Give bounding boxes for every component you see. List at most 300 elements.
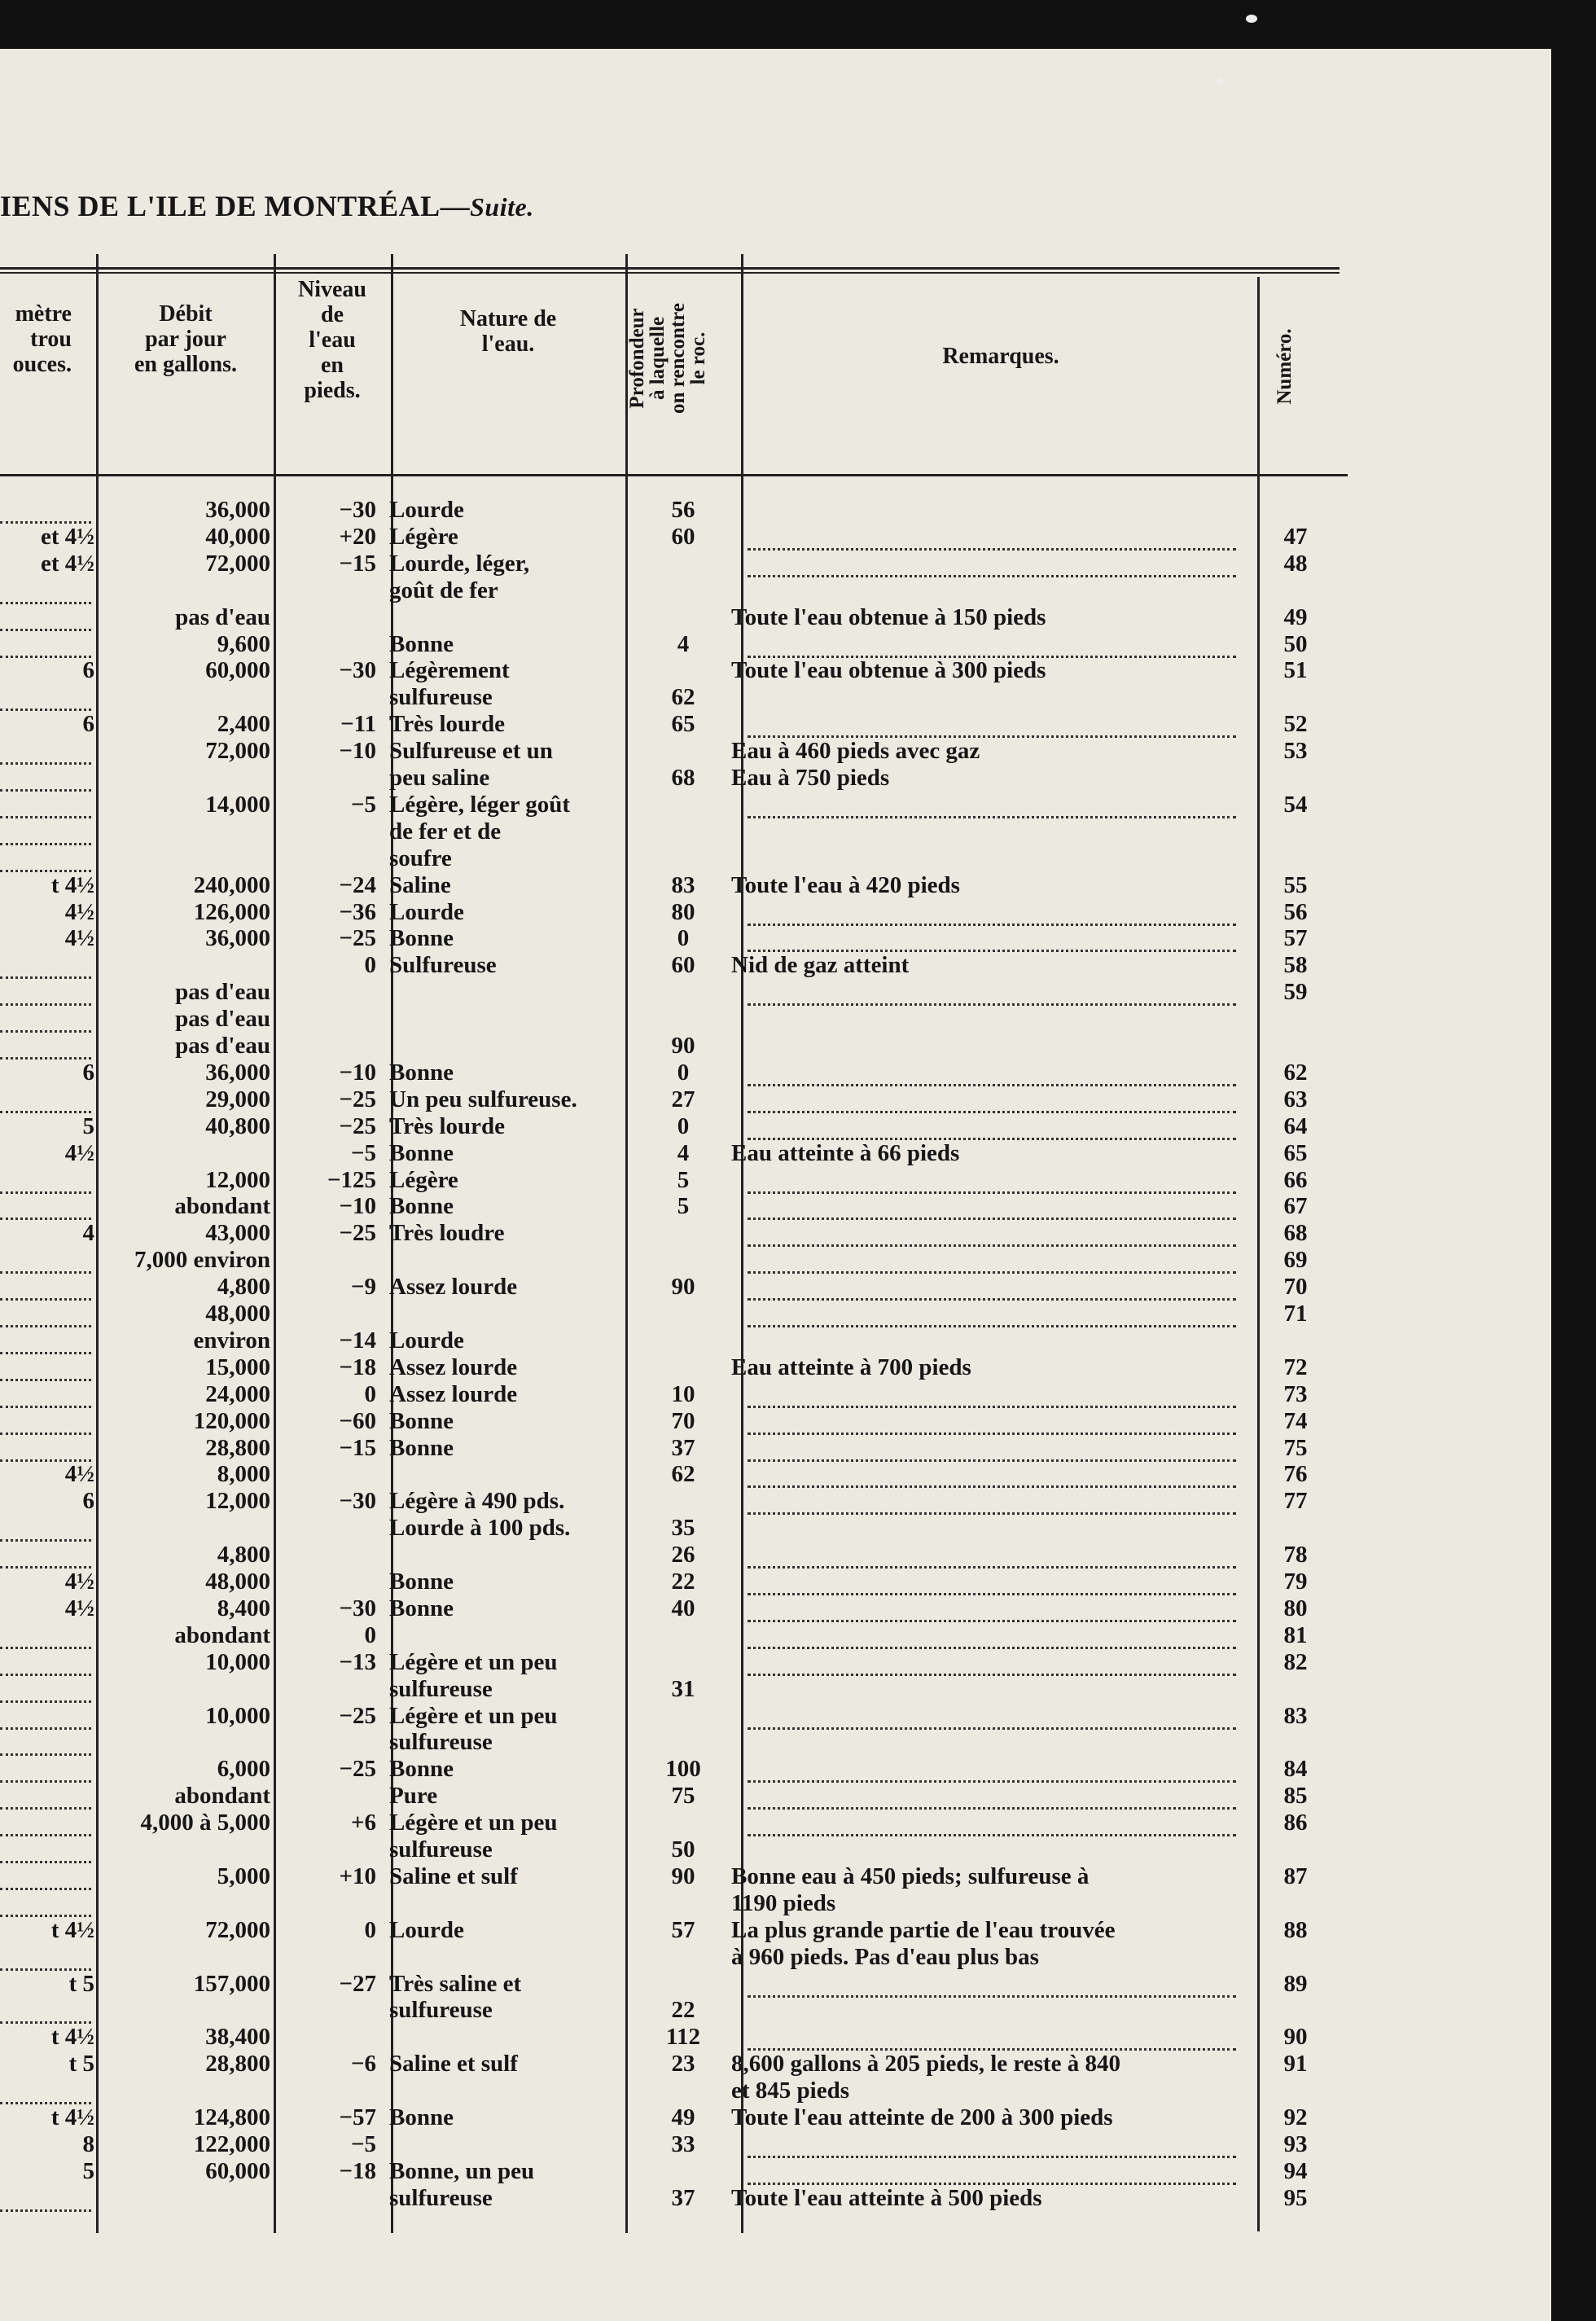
dot-leader xyxy=(0,2209,91,2212)
cell-diametre: t 4½ xyxy=(50,2024,94,2051)
cell-numero: 81 xyxy=(1283,1621,1308,1648)
cell-numero: 86 xyxy=(1283,1810,1308,1836)
cell-niveau: −125 xyxy=(327,1166,376,1193)
cell-debit: 157,000 xyxy=(193,1970,270,1997)
cell-debit: 36,000 xyxy=(205,925,270,952)
cell-nature: de fer et de xyxy=(389,818,502,845)
cell-debit: 36,000 xyxy=(205,1059,270,1086)
cell-nature: Légère xyxy=(389,523,458,550)
cell-nature: Très loudre xyxy=(389,1220,505,1247)
dot-leader xyxy=(0,1379,91,1381)
cell-nature: Bonne, un peu xyxy=(389,2157,535,2184)
cell-nature: sulfureuse xyxy=(389,1729,493,1756)
cell-profondeur: 50 xyxy=(671,1836,695,1863)
cell-nature: Légère xyxy=(389,1166,458,1193)
cell-niveau: −30 xyxy=(339,657,376,684)
dot-leader xyxy=(748,816,1236,818)
cell-niveau: −25 xyxy=(339,1112,376,1139)
cell-numero: 62 xyxy=(1283,1059,1308,1086)
cell-nature: sulfureuse xyxy=(389,1675,493,1702)
cell-numero: 58 xyxy=(1283,952,1308,979)
cell-diametre: 4½ xyxy=(64,1461,94,1488)
cell-profondeur: 65 xyxy=(671,711,695,738)
cell-niveau: 0 xyxy=(364,952,376,979)
cell-diametre: t 4½ xyxy=(50,871,94,898)
cell-profondeur: 0 xyxy=(677,1112,690,1139)
cell-niveau: −60 xyxy=(339,1407,376,1434)
cell-nature: Légère et un peu xyxy=(389,1648,558,1675)
cell-nature: Légère à 490 pds. xyxy=(389,1488,565,1515)
cell-niveau: −6 xyxy=(350,2051,376,2077)
cell-numero: 54 xyxy=(1283,791,1308,818)
cell-numero: 93 xyxy=(1283,2130,1308,2157)
cell-nature: sulfureuse xyxy=(389,2184,493,2211)
cell-nature: peu saline xyxy=(389,765,490,791)
cell-niveau: −14 xyxy=(339,1327,376,1354)
cell-debit: 240,000 xyxy=(193,871,270,898)
dot-leader xyxy=(748,1674,1236,1676)
cell-niveau: −25 xyxy=(339,1702,376,1729)
dot-leader xyxy=(748,1485,1236,1488)
dot-leader xyxy=(0,1861,91,1863)
dot-leader xyxy=(0,762,91,765)
cell-debit: 48,000 xyxy=(205,1569,270,1595)
cell-profondeur: 62 xyxy=(671,684,695,711)
dot-leader xyxy=(0,1352,91,1354)
cell-remarques: Toute l'eau à 420 pieds xyxy=(731,871,960,898)
dot-leader xyxy=(0,1807,91,1810)
cell-debit: 60,000 xyxy=(205,657,270,684)
cell-nature: soufre xyxy=(389,845,452,871)
cell-debit: 6,000 xyxy=(217,1756,270,1783)
cell-niveau: −25 xyxy=(339,1086,376,1112)
cell-profondeur: 100 xyxy=(665,1756,701,1783)
cell-numero: 49 xyxy=(1283,603,1308,630)
cell-debit: 12,000 xyxy=(205,1166,270,1193)
dot-leader xyxy=(748,1298,1236,1301)
dot-leader xyxy=(748,1111,1236,1113)
cell-nature: Légère et un peu xyxy=(389,1810,558,1836)
header-niveau: Niveau de l'eau en pieds. xyxy=(298,277,366,403)
cell-niveau: −10 xyxy=(339,738,376,765)
dot-leader xyxy=(748,1433,1236,1435)
header-diametre: mètre trou ouces. xyxy=(12,301,72,377)
cell-debit: 28,800 xyxy=(205,1434,270,1461)
dot-leader xyxy=(0,1727,91,1730)
dot-leader xyxy=(748,1995,1236,1998)
dot-leader xyxy=(0,789,91,792)
dot-leader xyxy=(748,2156,1236,2158)
cell-numero: 79 xyxy=(1283,1569,1308,1595)
header-remarques: Remarques. xyxy=(942,344,1059,369)
cell-numero: 65 xyxy=(1283,1139,1308,1166)
header-profondeur: Profondeur à laquelle on rencontre le roc. xyxy=(626,303,709,414)
cell-numero: 50 xyxy=(1283,630,1308,657)
cell-numero: 69 xyxy=(1283,1247,1308,1274)
cell-profondeur: 60 xyxy=(671,952,695,979)
dot-leader xyxy=(748,1003,1236,1006)
cell-numero: 71 xyxy=(1283,1301,1308,1327)
cell-numero: 94 xyxy=(1283,2157,1308,2184)
cell-debit: 40,800 xyxy=(205,1112,270,1139)
cell-profondeur: 90 xyxy=(671,1033,695,1059)
dot-leader xyxy=(0,1700,91,1703)
cell-diametre: 5 xyxy=(82,1112,94,1139)
cell-profondeur: 33 xyxy=(671,2130,695,2157)
dot-leader xyxy=(0,1325,91,1327)
cell-niveau: −18 xyxy=(339,2157,376,2184)
cell-niveau: −5 xyxy=(350,791,376,818)
cell-diametre: t 5 xyxy=(68,1970,94,1997)
page-title: IENS DE L'ILE DE MONTRÉAL—Suite. xyxy=(0,190,534,222)
cell-profondeur: 75 xyxy=(671,1783,695,1810)
cell-nature: Bonne xyxy=(389,1756,454,1783)
cell-debit: 72,000 xyxy=(205,738,270,765)
cell-debit: 36,000 xyxy=(205,497,270,523)
cell-numero: 78 xyxy=(1283,1542,1308,1569)
cell-nature: Un peu sulfureuse. xyxy=(389,1086,577,1112)
cell-numero: 72 xyxy=(1283,1354,1308,1380)
header-bottom-rule xyxy=(0,474,1348,476)
cell-remarques: et 845 pieds xyxy=(731,2077,849,2104)
cell-nature: Bonne xyxy=(389,1407,454,1434)
cell-profondeur: 90 xyxy=(671,1863,695,1889)
cell-profondeur: 27 xyxy=(671,1086,695,1112)
cell-remarques: Toute l'eau atteinte de 200 à 300 pieds xyxy=(731,2104,1113,2130)
dot-leader xyxy=(748,1325,1236,1327)
dot-leader xyxy=(748,1084,1236,1086)
cell-diametre: 4½ xyxy=(64,1595,94,1621)
dot-leader xyxy=(0,1298,91,1301)
cell-debit: 9,600 xyxy=(217,630,270,657)
cell-diametre: t 5 xyxy=(68,2051,94,2077)
cell-niveau: −57 xyxy=(339,2104,376,2130)
cell-nature: Lourde xyxy=(389,497,464,523)
cell-debit: 8,000 xyxy=(217,1461,270,1488)
dot-leader xyxy=(0,1647,91,1649)
cell-debit: 4,800 xyxy=(217,1274,270,1301)
cell-niveau: +20 xyxy=(339,523,376,550)
cell-debit: 5,000 xyxy=(217,1863,270,1889)
cell-niveau: −25 xyxy=(339,925,376,952)
dot-leader xyxy=(0,1433,91,1435)
cell-niveau: −15 xyxy=(339,1434,376,1461)
cell-numero: 52 xyxy=(1283,711,1308,738)
cell-diametre: 8 xyxy=(82,2130,94,2157)
cell-diametre: et 4½ xyxy=(40,523,94,550)
cell-nature: Lourde xyxy=(389,1327,464,1354)
scan-speck xyxy=(1217,78,1223,85)
cell-profondeur: 37 xyxy=(671,2184,695,2211)
dot-leader xyxy=(748,1620,1236,1622)
cell-numero: 83 xyxy=(1283,1702,1308,1729)
dot-leader xyxy=(0,1030,91,1033)
cell-debit: 40,000 xyxy=(205,523,270,550)
cell-numero: 47 xyxy=(1283,523,1308,550)
cell-remarques: Nid de gaz atteint xyxy=(731,952,910,979)
cell-debit: 124,800 xyxy=(193,2104,270,2130)
cell-profondeur: 5 xyxy=(677,1193,690,1220)
cell-diametre: 6 xyxy=(82,1488,94,1515)
cell-profondeur: 23 xyxy=(671,2051,695,2077)
cell-nature: Très saline et xyxy=(389,1970,522,1997)
cell-debit: abondant xyxy=(174,1783,270,1810)
dot-leader xyxy=(0,1674,91,1676)
dot-leader xyxy=(0,602,91,604)
cell-debit: pas d'eau xyxy=(175,1033,270,1059)
cell-debit: pas d'eau xyxy=(175,603,270,630)
cell-nature: Sulfureuse et un xyxy=(389,738,553,765)
cell-numero: 66 xyxy=(1283,1166,1308,1193)
cell-debit: 24,000 xyxy=(205,1380,270,1407)
cell-diametre: 4½ xyxy=(64,1569,94,1595)
cell-profondeur: 31 xyxy=(671,1675,695,1702)
cell-profondeur: 62 xyxy=(671,1461,695,1488)
cell-diametre: t 4½ xyxy=(50,1916,94,1943)
cell-numero: 90 xyxy=(1283,2024,1308,2051)
cell-niveau: −18 xyxy=(339,1354,376,1380)
cell-remarques: Toute l'eau obtenue à 300 pieds xyxy=(731,657,1046,684)
cell-debit: 28,800 xyxy=(205,2051,270,2077)
cell-profondeur: 112 xyxy=(666,2024,700,2051)
cell-nature: Lourde à 100 pds. xyxy=(389,1515,571,1542)
cell-nature: Lourde xyxy=(389,1916,464,1943)
cell-numero: 92 xyxy=(1283,2104,1308,2130)
cell-niveau: −15 xyxy=(339,550,376,577)
cell-niveau: −25 xyxy=(339,1756,376,1783)
cell-nature: Bonne xyxy=(389,1569,454,1595)
cell-debit: 120,000 xyxy=(193,1407,270,1434)
header-numero: Numéro. xyxy=(1274,328,1296,405)
cell-debit: 48,000 xyxy=(205,1301,270,1327)
cell-nature: Bonne xyxy=(389,1434,454,1461)
cell-profondeur: 60 xyxy=(671,523,695,550)
cell-nature: Bonne xyxy=(389,1059,454,1086)
cell-diametre: 5 xyxy=(82,2157,94,2184)
dot-leader xyxy=(0,1003,91,1006)
cell-remarques: Bonne eau à 450 pieds; sulfureuse à xyxy=(731,1863,1090,1889)
cell-profondeur: 35 xyxy=(671,1515,695,1542)
cell-profondeur: 22 xyxy=(671,1997,695,2024)
dot-leader xyxy=(748,1271,1236,1274)
cell-nature: Bonne xyxy=(389,1595,454,1621)
cell-niveau: −30 xyxy=(339,1488,376,1515)
cell-remarques: Eau atteinte à 700 pieds xyxy=(731,1354,971,1380)
cell-numero: 74 xyxy=(1283,1407,1308,1434)
cell-profondeur: 56 xyxy=(671,497,695,523)
dot-leader xyxy=(748,1512,1236,1515)
cell-numero: 76 xyxy=(1283,1461,1308,1488)
cell-niveau: 0 xyxy=(364,1621,376,1648)
cell-profondeur: 26 xyxy=(671,1542,695,1569)
cell-remarques: La plus grande partie de l'eau trouvée xyxy=(731,1916,1116,1943)
cell-niveau: 0 xyxy=(364,1380,376,1407)
cell-nature: Saline et sulf xyxy=(389,2051,518,2077)
cell-numero: 64 xyxy=(1283,1112,1308,1139)
cell-numero: 89 xyxy=(1283,1970,1308,1997)
cell-profondeur: 22 xyxy=(671,1569,695,1595)
dot-leader xyxy=(0,1406,91,1408)
cell-nature: Très lourde xyxy=(389,1112,506,1139)
cell-diametre: 4½ xyxy=(64,898,94,925)
dot-leader xyxy=(748,1807,1236,1810)
cell-nature: Assez lourde xyxy=(389,1380,518,1407)
cell-nature: sulfureuse xyxy=(389,684,493,711)
dot-leader xyxy=(748,1191,1236,1194)
cell-numero: 77 xyxy=(1283,1488,1308,1515)
cell-profondeur: 10 xyxy=(671,1380,695,1407)
dot-leader xyxy=(748,1459,1236,1462)
cell-niveau: −25 xyxy=(339,1220,376,1247)
dot-leader xyxy=(0,1834,91,1836)
cell-profondeur: 80 xyxy=(671,898,695,925)
cell-nature: Légèrement xyxy=(389,657,510,684)
cell-nature: Bonne xyxy=(389,1193,454,1220)
cell-profondeur: 70 xyxy=(671,1407,695,1434)
cell-niveau: −10 xyxy=(339,1059,376,1086)
cell-niveau: −5 xyxy=(350,2130,376,2157)
cell-numero: 70 xyxy=(1283,1274,1308,1301)
cell-diametre: 6 xyxy=(82,711,94,738)
cell-nature: Saline et sulf xyxy=(389,1863,518,1889)
cell-numero: 73 xyxy=(1283,1380,1308,1407)
cell-remarques: Eau atteinte à 66 pieds xyxy=(731,1139,960,1166)
cell-nature: sulfureuse xyxy=(389,1997,493,2024)
dot-leader xyxy=(748,575,1236,577)
cell-nature: Saline xyxy=(389,871,451,898)
cell-profondeur: 49 xyxy=(671,2104,695,2130)
cell-nature: Très lourde xyxy=(389,711,506,738)
cell-debit: abondant xyxy=(174,1621,270,1648)
cell-remarques: à 960 pieds. Pas d'eau plus bas xyxy=(731,1943,1039,1970)
dot-leader xyxy=(0,629,91,631)
cell-debit: 2,400 xyxy=(217,711,270,738)
cell-niveau: −9 xyxy=(350,1274,376,1301)
cell-debit: 12,000 xyxy=(205,1488,270,1515)
dot-leader xyxy=(0,1539,91,1542)
cell-profondeur: 68 xyxy=(671,765,695,791)
dot-leader xyxy=(748,1244,1236,1247)
cell-debit: environ xyxy=(193,1327,270,1354)
cell-profondeur: 4 xyxy=(677,630,690,657)
dot-leader xyxy=(0,1271,91,1274)
cell-profondeur: 0 xyxy=(677,925,690,952)
cell-nature: Bonne xyxy=(389,925,454,952)
cell-debit: 10,000 xyxy=(205,1702,270,1729)
cell-nature: Assez lourde xyxy=(389,1354,518,1380)
dot-leader xyxy=(748,1834,1236,1836)
cell-debit: pas d'eau xyxy=(175,979,270,1006)
cell-debit: 29,000 xyxy=(205,1086,270,1112)
dot-leader xyxy=(0,843,91,845)
cell-numero: 82 xyxy=(1283,1648,1308,1675)
cell-profondeur: 90 xyxy=(671,1274,695,1301)
cell-niveau: −30 xyxy=(339,497,376,523)
dot-leader xyxy=(748,1218,1236,1220)
cell-debit: 15,000 xyxy=(205,1354,270,1380)
header-nature: Nature de l'eau. xyxy=(459,306,557,357)
cell-nature: Bonne xyxy=(389,1139,454,1166)
cell-diametre: 4½ xyxy=(64,1139,94,1166)
cell-numero: 59 xyxy=(1283,979,1308,1006)
cell-remarques: 1190 pieds xyxy=(731,1889,836,1916)
cell-numero: 53 xyxy=(1283,738,1308,765)
cell-remarques: Eau à 460 pieds avec gaz xyxy=(731,738,980,765)
cell-numero: 68 xyxy=(1283,1220,1308,1247)
cell-debit: 72,000 xyxy=(205,1916,270,1943)
cell-niveau: −36 xyxy=(339,898,376,925)
cell-numero: 67 xyxy=(1283,1193,1308,1220)
cell-niveau: −30 xyxy=(339,1595,376,1621)
dot-leader xyxy=(748,1406,1236,1408)
cell-niveau: −5 xyxy=(350,1139,376,1166)
cell-profondeur: 83 xyxy=(671,871,695,898)
cell-debit: 14,000 xyxy=(205,791,270,818)
cell-debit: 38,400 xyxy=(205,2024,270,2051)
cell-nature: goût de fer xyxy=(389,577,498,603)
cell-numero: 48 xyxy=(1283,550,1308,577)
dot-leader xyxy=(748,1647,1236,1649)
cell-debit: 60,000 xyxy=(205,2157,270,2184)
cell-debit: 126,000 xyxy=(193,898,270,925)
cell-niveau: −27 xyxy=(339,1970,376,1997)
cell-niveau: 0 xyxy=(364,1916,376,1943)
dot-leader xyxy=(0,816,91,818)
cell-nature: Lourde, léger, xyxy=(389,550,530,577)
cell-nature: Légère et un peu xyxy=(389,1702,558,1729)
cell-diametre: 6 xyxy=(82,1059,94,1086)
cell-debit: 72,000 xyxy=(205,550,270,577)
cell-nature: Sulfureuse xyxy=(389,952,497,979)
cell-remarques: Toute l'eau atteinte à 500 pieds xyxy=(731,2184,1042,2211)
column-divider xyxy=(1257,277,1260,2231)
cell-profondeur: 4 xyxy=(677,1139,690,1166)
cell-profondeur: 40 xyxy=(671,1595,695,1621)
cell-profondeur: 57 xyxy=(671,1916,695,1943)
cell-numero: 84 xyxy=(1283,1756,1308,1783)
cell-diametre: 6 xyxy=(82,657,94,684)
cell-debit: abondant xyxy=(174,1193,270,1220)
cell-debit: 10,000 xyxy=(205,1648,270,1675)
cell-numero: 80 xyxy=(1283,1595,1308,1621)
cell-niveau: +10 xyxy=(339,1863,376,1889)
cell-nature: Bonne xyxy=(389,630,454,657)
cell-nature: Bonne xyxy=(389,2104,454,2130)
cell-nature: sulfureuse xyxy=(389,1836,493,1863)
cell-nature: Assez lourde xyxy=(389,1274,518,1301)
cell-nature: Lourde xyxy=(389,898,464,925)
cell-diametre: t 4½ xyxy=(50,2104,94,2130)
cell-niveau: −11 xyxy=(340,711,376,738)
dot-leader xyxy=(748,1727,1236,1730)
header-debit: Débit par jour en gallons. xyxy=(134,301,238,377)
cell-debit: 122,000 xyxy=(193,2130,270,2157)
cell-numero: 56 xyxy=(1283,898,1308,925)
cell-debit: 4,000 à 5,000 xyxy=(140,1810,270,1836)
dot-leader xyxy=(0,976,91,979)
cell-numero: 87 xyxy=(1283,1863,1308,1889)
dot-leader xyxy=(748,1593,1236,1595)
cell-niveau: +6 xyxy=(350,1810,376,1836)
cell-niveau: −13 xyxy=(339,1648,376,1675)
cell-profondeur: 37 xyxy=(671,1434,695,1461)
cell-numero: 85 xyxy=(1283,1783,1308,1810)
cell-diametre: 4 xyxy=(82,1220,94,1247)
cell-remarques: 8,600 gallons à 205 pieds, le reste à 840 xyxy=(731,2051,1120,2077)
dot-leader xyxy=(0,1191,91,1194)
cell-niveau: −24 xyxy=(339,871,376,898)
cell-numero: 91 xyxy=(1283,2051,1308,2077)
